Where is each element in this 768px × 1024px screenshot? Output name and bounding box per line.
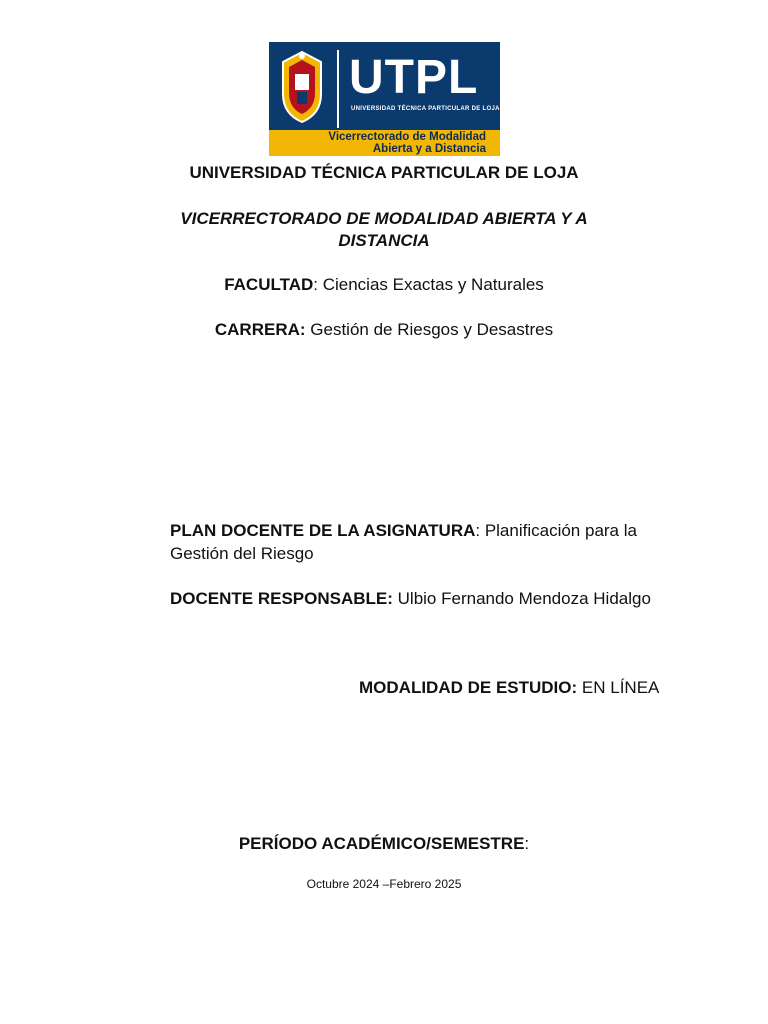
modality-line [359,677,659,699]
teacher-value: Ulbio Fernando Mendoza Hidalgo [392,589,651,608]
faculty-line [0,274,768,296]
period-label: PERÍODO ACADÉMICO/SEMESTRE [238,834,525,853]
modality-label: MODALIDAD DE ESTUDIO: [359,678,578,697]
utpl-logo [269,42,500,156]
plan-value-line2: Gestión del Riesgo [170,544,314,563]
logo-band-line1: Vicerrectorado de Modalidad [328,131,486,143]
career-label: CARRERA: [214,320,306,339]
university-crest-icon [277,48,327,126]
teacher-label: DOCENTE RESPONSABLE: [170,589,393,608]
period-line [0,833,768,855]
period-dates: Octubre 2024 –Febrero 2025 [306,877,462,891]
logo-brand-subtitle: UNIVERSIDAD TÉCNICA PARTICULAR DE LOJA [351,106,500,112]
career-line [0,319,768,341]
logo-divider [337,50,339,128]
teacher-line [170,588,651,610]
career-value: Gestión de Riesgos y Desastres [305,320,554,339]
plan-label: PLAN DOCENTE DE LA ASIGNATURA [170,521,476,540]
faculty-label: FACULTAD [224,275,314,294]
logo-band-line2: Abierta y a Distancia [372,143,486,155]
period-suffix: : [524,834,530,853]
vice-rectorate-line2: DISTANCIA [338,231,430,250]
plan-value-line1: : Planificación para la [475,521,637,540]
modality-value: EN LÍNEA [577,678,660,697]
university-title: UNIVERSIDAD TÉCNICA PARTICULAR DE LOJA [189,163,579,182]
vice-rectorate-line1: VICERRECTORADO DE MODALIDAD ABIERTA Y A [180,209,588,228]
plan-line1 [170,520,637,542]
faculty-value: : Ciencias Exactas y Naturales [313,275,544,294]
logo-brand: UTPL [349,51,479,104]
